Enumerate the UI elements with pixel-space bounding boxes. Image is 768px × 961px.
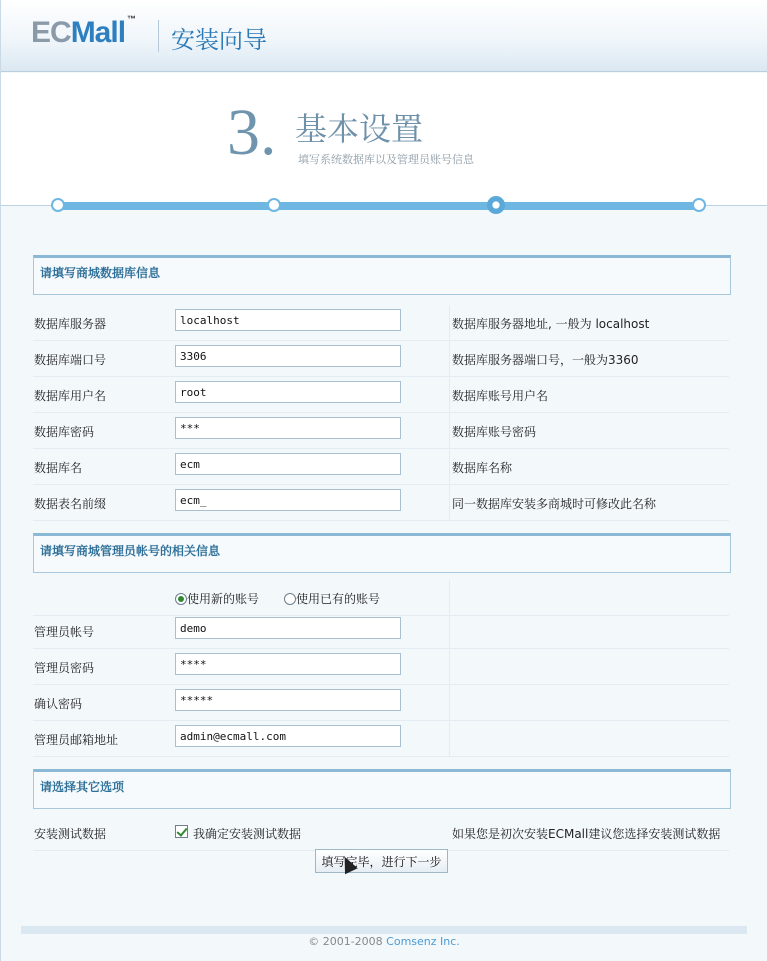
db-port-hint: 数据库服务器端口号，一般为3360 bbox=[452, 353, 639, 367]
radio-new-account[interactable] bbox=[175, 590, 259, 607]
progress-step-2 bbox=[267, 198, 281, 212]
db-user-input[interactable]: root bbox=[175, 381, 401, 403]
test-data-hint: 如果您是初次安装ECMall建议您选择安装测试数据 bbox=[452, 827, 721, 841]
admin-password-input[interactable]: **** bbox=[175, 653, 401, 675]
db-section-header bbox=[33, 255, 731, 295]
progress-step-4 bbox=[692, 198, 706, 212]
admin-account-label: 管理员帐号 bbox=[34, 625, 95, 639]
admin-section-title: 请填写商城管理员帐号的相关信息 bbox=[40, 544, 221, 558]
radio-new-label: 使用新的账号 bbox=[187, 592, 260, 606]
radio-existing-account[interactable] bbox=[284, 590, 380, 607]
db-host-label: 数据库服务器 bbox=[34, 317, 107, 331]
row-divider bbox=[449, 305, 450, 341]
progress-step-3-current bbox=[487, 196, 505, 214]
logo-mall: Mall bbox=[70, 16, 126, 49]
form-row-admin-account bbox=[33, 613, 729, 649]
row-divider bbox=[449, 485, 450, 521]
logo-ec: EC bbox=[31, 16, 71, 49]
db-password-input[interactable]: *** bbox=[175, 417, 401, 439]
step-title: 基本设置 bbox=[295, 110, 424, 148]
row-divider bbox=[449, 613, 450, 649]
db-password-hint: 数据库账号密码 bbox=[452, 425, 537, 439]
progress-step-1 bbox=[51, 198, 65, 212]
row-divider bbox=[449, 413, 450, 449]
radio-existing-label: 使用已有的账号 bbox=[296, 592, 381, 606]
admin-email-input[interactable]: admin@ecmall.com bbox=[175, 725, 401, 747]
row-divider bbox=[449, 649, 450, 685]
form-row-table-prefix bbox=[33, 485, 729, 521]
progress-bar bbox=[57, 202, 699, 210]
admin-section-header bbox=[33, 533, 731, 573]
footer-bar bbox=[21, 926, 747, 934]
form-row-confirm-password bbox=[33, 685, 729, 721]
form-row-db-name bbox=[33, 449, 729, 485]
admin-password-label: 管理员密码 bbox=[34, 661, 95, 675]
submit-next-button[interactable]: 填写完毕，进行下一步 bbox=[315, 849, 448, 873]
test-data-label: 安装测试数据 bbox=[34, 827, 107, 841]
row-divider bbox=[449, 341, 450, 377]
table-prefix-label: 数据表名前缀 bbox=[34, 497, 107, 511]
db-name-input[interactable]: ecm bbox=[175, 453, 401, 475]
other-section-title: 请选择其它选项 bbox=[40, 780, 125, 794]
form-row-admin-email bbox=[33, 721, 729, 757]
db-port-label: 数据库端口号 bbox=[34, 353, 107, 367]
form-row-db-password bbox=[33, 413, 729, 449]
form-row-db-host bbox=[33, 305, 729, 341]
radio-selected-icon[interactable] bbox=[175, 593, 187, 605]
db-section-title: 请填写商城数据库信息 bbox=[40, 266, 161, 280]
header bbox=[1, 0, 767, 72]
db-port-input[interactable]: 3306 bbox=[175, 345, 401, 367]
row-divider bbox=[449, 449, 450, 485]
table-prefix-hint: 同一数据库安装多商城时可修改此名称 bbox=[452, 497, 657, 511]
logo-divider bbox=[158, 20, 159, 52]
form-row-account-type bbox=[33, 580, 729, 616]
form-row-db-user bbox=[33, 377, 729, 413]
footer bbox=[1, 935, 767, 948]
confirm-password-label: 确认密码 bbox=[34, 697, 83, 711]
admin-account-input[interactable]: demo bbox=[175, 617, 401, 639]
db-user-label: 数据库用户名 bbox=[34, 389, 107, 403]
footer-copyright: © 2001-2008 bbox=[308, 935, 387, 948]
other-section-header bbox=[33, 769, 731, 809]
test-data-checkbox-label[interactable]: 我确定安装测试数据 bbox=[193, 827, 302, 841]
radio-unselected-icon[interactable] bbox=[284, 593, 296, 605]
db-host-input[interactable]: localhost bbox=[175, 309, 401, 331]
db-password-label: 数据库密码 bbox=[34, 425, 95, 439]
wizard-title: 安装向导 bbox=[171, 26, 267, 54]
confirm-password-input[interactable]: ***** bbox=[175, 689, 401, 711]
row-divider bbox=[449, 685, 450, 721]
form-row-db-port bbox=[33, 341, 729, 377]
table-prefix-input[interactable]: ecm_ bbox=[175, 489, 401, 511]
test-data-checkbox[interactable] bbox=[175, 825, 188, 838]
row-divider bbox=[449, 721, 450, 757]
db-name-label: 数据库名 bbox=[34, 461, 83, 475]
step-description: 填写系统数据库以及管理员账号信息 bbox=[298, 153, 474, 166]
form-row-test-data bbox=[33, 815, 729, 851]
footer-brand-link[interactable]: Comsenz Inc. bbox=[386, 935, 460, 948]
db-name-hint: 数据库名称 bbox=[452, 461, 513, 475]
trademark-mark: ™ bbox=[127, 14, 136, 24]
ecmall-logo bbox=[31, 14, 136, 50]
db-host-hint: 数据库服务器地址, 一般为 localhost bbox=[452, 317, 650, 331]
form-row-admin-password bbox=[33, 649, 729, 685]
admin-email-label: 管理员邮箱地址 bbox=[34, 733, 119, 747]
step-number: 3. bbox=[227, 96, 277, 169]
row-divider bbox=[449, 580, 450, 616]
row-divider bbox=[449, 377, 450, 413]
db-user-hint: 数据库账号用户名 bbox=[452, 389, 549, 403]
